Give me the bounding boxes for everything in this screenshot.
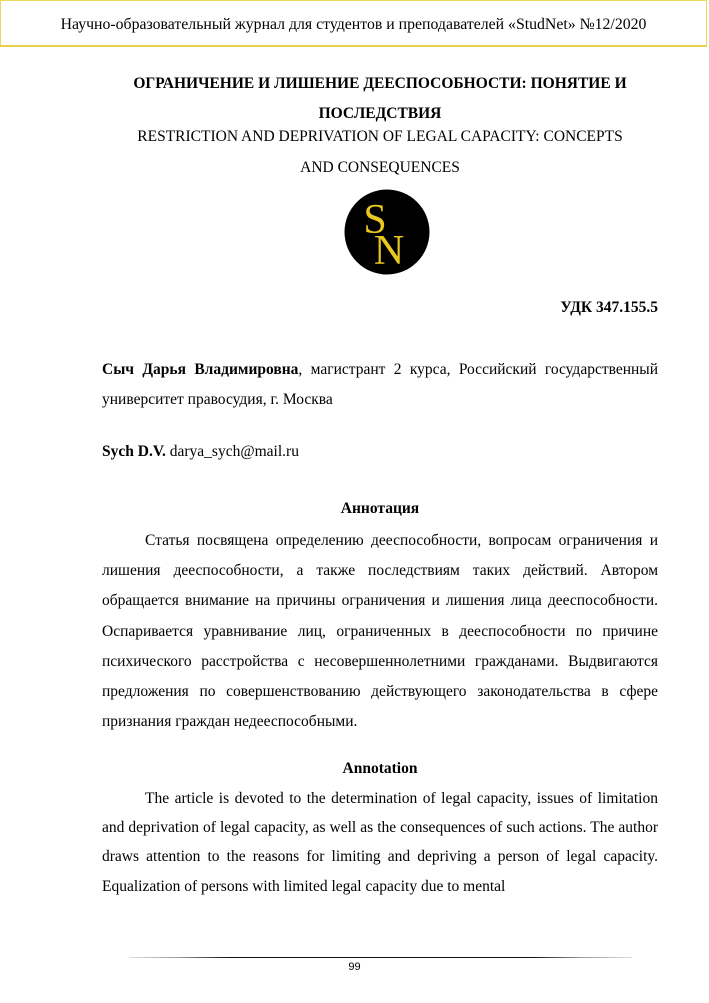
title-ru-line2: ПОСЛЕДСТВИЯ bbox=[318, 105, 442, 122]
author-affiliation: , магистрант 2 курса, Российский государственный университет правосудия, г. Москва bbox=[102, 361, 659, 408]
udk-code: УДК 347.155.5 bbox=[560, 299, 658, 316]
studnet-logo bbox=[344, 189, 430, 275]
journal-header: Научно-образовательный журнал для студентов и преподавателей «StudNet» №12/2020 bbox=[0, 0, 707, 47]
page-number: 99 bbox=[348, 961, 361, 973]
footer-divider bbox=[129, 957, 632, 958]
abstract-ru-heading: Аннотация bbox=[340, 500, 420, 517]
title-ru-line1: ОГРАНИЧЕНИЕ И ЛИШЕНИЕ ДЕЕСПОСОБНОСТИ: ПОНЯТИЕ И bbox=[133, 75, 627, 92]
author-name: Сыч Дарья Владимировна bbox=[102, 361, 299, 378]
abstract-en-heading: Annotation bbox=[342, 760, 418, 777]
article-title-en bbox=[102, 121, 658, 183]
article-title-ru bbox=[102, 69, 658, 129]
author-email: darya_sych@mail.ru bbox=[169, 443, 299, 460]
author-en bbox=[102, 440, 658, 464]
title-en-line2: AND CONSEQUENCES bbox=[300, 159, 460, 176]
logo-letter-n: N bbox=[373, 228, 405, 274]
author-info bbox=[102, 355, 658, 415]
logo-letter-s: S bbox=[363, 197, 387, 243]
abstract-en-text: The article is devoted to the determination of legal capacity, issues of limitation and deprivation of legal capacity, as well as the consequences of such actions. The author draws attention to the reasons for limiting and depriving a person of legal capacity. Equalization of persons with limited legal capacity due to mental bbox=[102, 790, 658, 895]
author-name-en: Sych D.V. bbox=[102, 443, 166, 460]
abstract-ru-text: Статья посвящена определению дееспособности, вопросам ограничения и лишения дееспособности, а также последствиям таких действий. Автором обращается внимание на причины ограничения и лишения лица дееспособности. Оспаривается уравнивание лиц, ограниченных в дееспособности по причине психического расстройства с несовершеннолетними гражданами. Выдвигаются предложения по совершенствованию действующего законодательства в сфере признания граждан недееспособными. bbox=[102, 532, 658, 731]
title-en-line1: RESTRICTION AND DEPRIVATION OF LEGAL CAPACITY: CONCEPTS bbox=[137, 128, 623, 145]
